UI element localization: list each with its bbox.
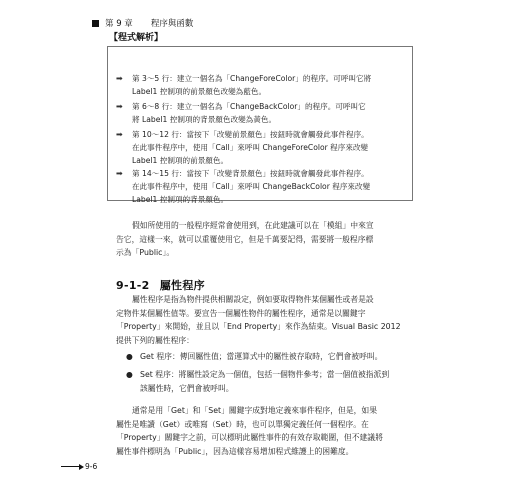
section-title: 屬性程序: [159, 279, 205, 292]
arrow-bullet-icon: ➡: [116, 130, 123, 139]
arrow-bullet-icon: ➡: [116, 169, 123, 178]
analysis-line: 第 3～5 行：建立一個名為「ChangeForeColor」的程序。可呼叫它將: [132, 74, 372, 83]
analysis-line: 在此事件程序中，使用「Call」來呼叫 ChangeBackColor 程序來改變: [132, 182, 371, 191]
paragraph-line: 「Property」來開始，並且以「End Property」來作為結束。Visual Basic 2012: [116, 322, 401, 332]
section-heading: [116, 277, 205, 293]
chapter-title: 程序與函數: [150, 19, 194, 29]
bullet-dot-icon: ●: [126, 352, 133, 361]
page-footer: [61, 462, 97, 471]
analysis-item: [116, 72, 406, 98]
paragraph-line: 屬性是唯讀（Get）或唯寫（Set）時，也可以單獨定義任何一個程序。在: [116, 419, 369, 429]
arrow-bullet-icon: ➡: [116, 74, 123, 83]
analysis-line: Label1 控制項的前景顏色改變為藍色。: [132, 87, 267, 96]
section-number: 9-1-2: [116, 279, 150, 292]
chapter-number: 第 9 章: [105, 19, 133, 29]
analysis-line: 將 Label1 控制項的背景顏色改變為黃色。: [132, 115, 277, 124]
analysis-line: 在此事件程序中，使用「Call」來呼叫 ChangeForeColor 程序來改變: [132, 143, 369, 152]
bullet-dot-icon: ●: [126, 370, 133, 379]
analysis-title: 【程式解析】: [109, 33, 164, 43]
paragraph-line: 屬性程序是指為物件提供相關設定，例如要取得物件某個屬性或者是設: [132, 295, 374, 304]
paragraph-line: 通常是用「Get」和「Set」關鍵字成對地定義來事件程序，但是，如果: [132, 406, 378, 415]
paragraph-line: 屬性事件標明為「Public」，因為這樣容易增加程式維護上的困難度。: [116, 446, 354, 456]
bullet-line: 該屬性時，它們會被呼叫。: [140, 383, 234, 393]
page-arrow-icon: [61, 464, 84, 470]
bullet-line: Get 程序：傳回屬性值；當運算式中的屬性被存取時，它們會被呼叫。: [140, 352, 383, 361]
paragraph-line: 假如所使用的一般程序經常會使用到，在此建議可以在「模組」中來宣: [132, 221, 374, 230]
paragraph-line: 示為「Public」。: [116, 248, 175, 258]
chapter-marker-square: [92, 20, 99, 27]
bullet-line: Set 程序：將屬性設定為一個值，包括一個物件參考；當一個值被指派到: [140, 370, 390, 379]
analysis-item: [116, 100, 406, 126]
bullet-item: [116, 350, 416, 364]
arrow-bullet-icon: ➡: [116, 102, 123, 111]
paragraph-line: 告它，這樣一來，就可以重覆使用它，但是千萬要記得，需要將一般程序標: [116, 234, 374, 244]
analysis-line: Label1 控制項的前景顏色。: [132, 156, 229, 165]
analysis-line: 第 14～15 行：當按下「改變背景顏色」按鈕時就會觸發此事件程序。: [132, 169, 369, 178]
paragraph-line: 「Property」關鍵字之前，可以標明此屬性事件的有效存取範圍，但不建議將: [116, 433, 383, 443]
body-paragraph: [116, 293, 416, 347]
paragraph-line: 提供下列的屬性程序：: [116, 335, 194, 345]
bullet-item: [116, 368, 416, 395]
analysis-item: [116, 167, 406, 206]
analysis-item: [116, 128, 406, 167]
analysis-line: 第 10～12 行：當按下「改變前景顏色」按鈕時就會觸發此事件程序。: [132, 130, 369, 139]
running-header: [92, 17, 193, 29]
body-paragraph: [116, 219, 416, 260]
paragraph-line: 定物件某個屬性值等。要宣告一個屬性物件的屬性程序，通常是以關鍵字: [116, 308, 366, 318]
analysis-line: Label1 控制項的背景顏色。: [132, 195, 229, 204]
analysis-line: 第 6～8 行：建立一個名為「ChangeBackColor」的程序。可呼叫它: [132, 102, 366, 111]
page-number: 9-6: [85, 462, 98, 471]
body-paragraph: [116, 404, 416, 458]
